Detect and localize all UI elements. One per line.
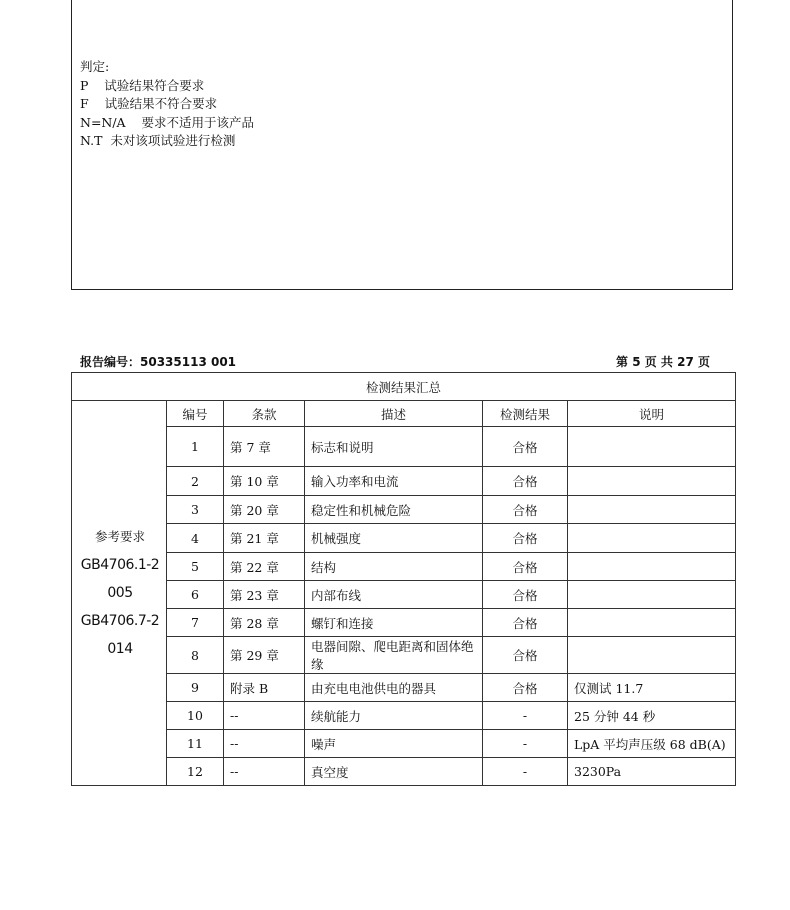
table-caption: 检测结果汇总 bbox=[72, 373, 736, 401]
cell-desc: 螺钉和连接 bbox=[305, 609, 483, 637]
table-row bbox=[72, 674, 736, 702]
cell-note bbox=[568, 496, 736, 524]
table-row bbox=[72, 581, 736, 609]
cell-note bbox=[568, 553, 736, 581]
table-row bbox=[72, 758, 736, 786]
cell-desc: 输入功率和电流 bbox=[305, 467, 483, 496]
table-row bbox=[72, 609, 736, 637]
cell-result: 合格 bbox=[483, 609, 568, 637]
cell-clause: 第 20 章 bbox=[224, 496, 305, 524]
cell-no: 9 bbox=[167, 674, 224, 702]
cell-no: 6 bbox=[167, 581, 224, 609]
header-result: 检测结果 bbox=[483, 401, 568, 427]
cell-desc: 电器间隙、爬电距离和固体绝缘 bbox=[305, 637, 483, 674]
cell-clause: -- bbox=[224, 702, 305, 730]
cell-result: 合格 bbox=[483, 496, 568, 524]
table-row bbox=[72, 467, 736, 496]
cell-clause: 附录 B bbox=[224, 674, 305, 702]
header-no: 编号 bbox=[167, 401, 224, 427]
cell-note bbox=[568, 609, 736, 637]
cell-no: 1 bbox=[167, 427, 224, 467]
cell-note: 3230Pa bbox=[568, 758, 736, 786]
verdict-title: 判定: bbox=[80, 59, 110, 74]
verdict-line-pass: P 试验结果符合要求 bbox=[80, 77, 205, 93]
report-number: 报告编号：50335113 001 bbox=[80, 355, 237, 369]
table-row bbox=[72, 702, 736, 730]
cell-note: LpA 平均声压级 68 dB(A) bbox=[568, 730, 736, 758]
verdict-line-na: N=N/A 要求不适用于该产品 bbox=[80, 114, 254, 130]
cell-result: - bbox=[483, 758, 568, 786]
cell-result: 合格 bbox=[483, 524, 568, 553]
cell-desc: 标志和说明 bbox=[305, 427, 483, 467]
verdict-line-nt: N.T 未对该项试验进行检测 bbox=[80, 133, 236, 148]
header-desc: 描述 bbox=[305, 401, 483, 427]
cell-desc: 真空度 bbox=[305, 758, 483, 786]
cell-desc: 稳定性和机械危险 bbox=[305, 496, 483, 524]
table-row bbox=[72, 637, 736, 674]
cell-note bbox=[568, 427, 736, 467]
cell-desc: 由充电电池供电的器具 bbox=[305, 674, 483, 702]
cell-no: 2 bbox=[167, 467, 224, 496]
cell-desc: 内部布线 bbox=[305, 581, 483, 609]
verdict-line-fail: F 试验结果不符合要求 bbox=[80, 96, 218, 111]
cell-clause: 第 28 章 bbox=[224, 609, 305, 637]
cell-no: 8 bbox=[167, 637, 224, 674]
cell-result: - bbox=[483, 702, 568, 730]
header-note: 说明 bbox=[568, 401, 736, 427]
cell-note bbox=[568, 524, 736, 553]
cell-clause: 第 7 章 bbox=[224, 427, 305, 467]
cell-clause: -- bbox=[224, 730, 305, 758]
cell-result: 合格 bbox=[483, 427, 568, 467]
table-row bbox=[72, 427, 736, 467]
table-row bbox=[72, 496, 736, 524]
cell-note bbox=[568, 467, 736, 496]
cell-result: 合格 bbox=[483, 674, 568, 702]
table-row bbox=[72, 553, 736, 581]
cell-result: 合格 bbox=[483, 581, 568, 609]
cell-no: 4 bbox=[167, 524, 224, 553]
cell-no: 5 bbox=[167, 553, 224, 581]
table-row bbox=[72, 730, 736, 758]
reference-label: 参考要求 bbox=[94, 529, 145, 544]
cell-result: 合格 bbox=[483, 553, 568, 581]
summary-table bbox=[71, 372, 736, 786]
cell-clause: 第 23 章 bbox=[224, 581, 305, 609]
page-indicator: 第 5 页 共 27 页 bbox=[616, 355, 710, 369]
cell-no: 7 bbox=[167, 609, 224, 637]
cell-clause: 第 29 章 bbox=[224, 637, 305, 674]
cell-no: 11 bbox=[167, 730, 224, 758]
verdict-legend bbox=[80, 58, 254, 151]
cell-desc: 结构 bbox=[305, 553, 483, 581]
cell-clause: 第 22 章 bbox=[224, 553, 305, 581]
cell-note bbox=[568, 581, 736, 609]
cell-desc: 噪声 bbox=[305, 730, 483, 758]
cell-clause: 第 10 章 bbox=[224, 467, 305, 496]
reference-cell bbox=[72, 401, 167, 786]
header-clause: 条款 bbox=[224, 401, 305, 427]
cell-clause: -- bbox=[224, 758, 305, 786]
table-header-row bbox=[72, 401, 736, 427]
cell-no: 10 bbox=[167, 702, 224, 730]
table-row bbox=[72, 524, 736, 553]
cell-no: 3 bbox=[167, 496, 224, 524]
cell-desc: 续航能力 bbox=[305, 702, 483, 730]
cell-note bbox=[568, 637, 736, 674]
cell-desc: 机械强度 bbox=[305, 524, 483, 553]
standard-1: GB4706.1-2005 bbox=[80, 557, 160, 601]
cell-note: 仅测试 11.7 bbox=[568, 674, 736, 702]
standard-2: GB4706.7-2014 bbox=[80, 613, 160, 657]
cell-result: 合格 bbox=[483, 467, 568, 496]
cell-clause: 第 21 章 bbox=[224, 524, 305, 553]
cell-result: 合格 bbox=[483, 637, 568, 674]
cell-note: 25 分钟 44 秒 bbox=[568, 702, 736, 730]
cell-result: - bbox=[483, 730, 568, 758]
cell-no: 12 bbox=[167, 758, 224, 786]
